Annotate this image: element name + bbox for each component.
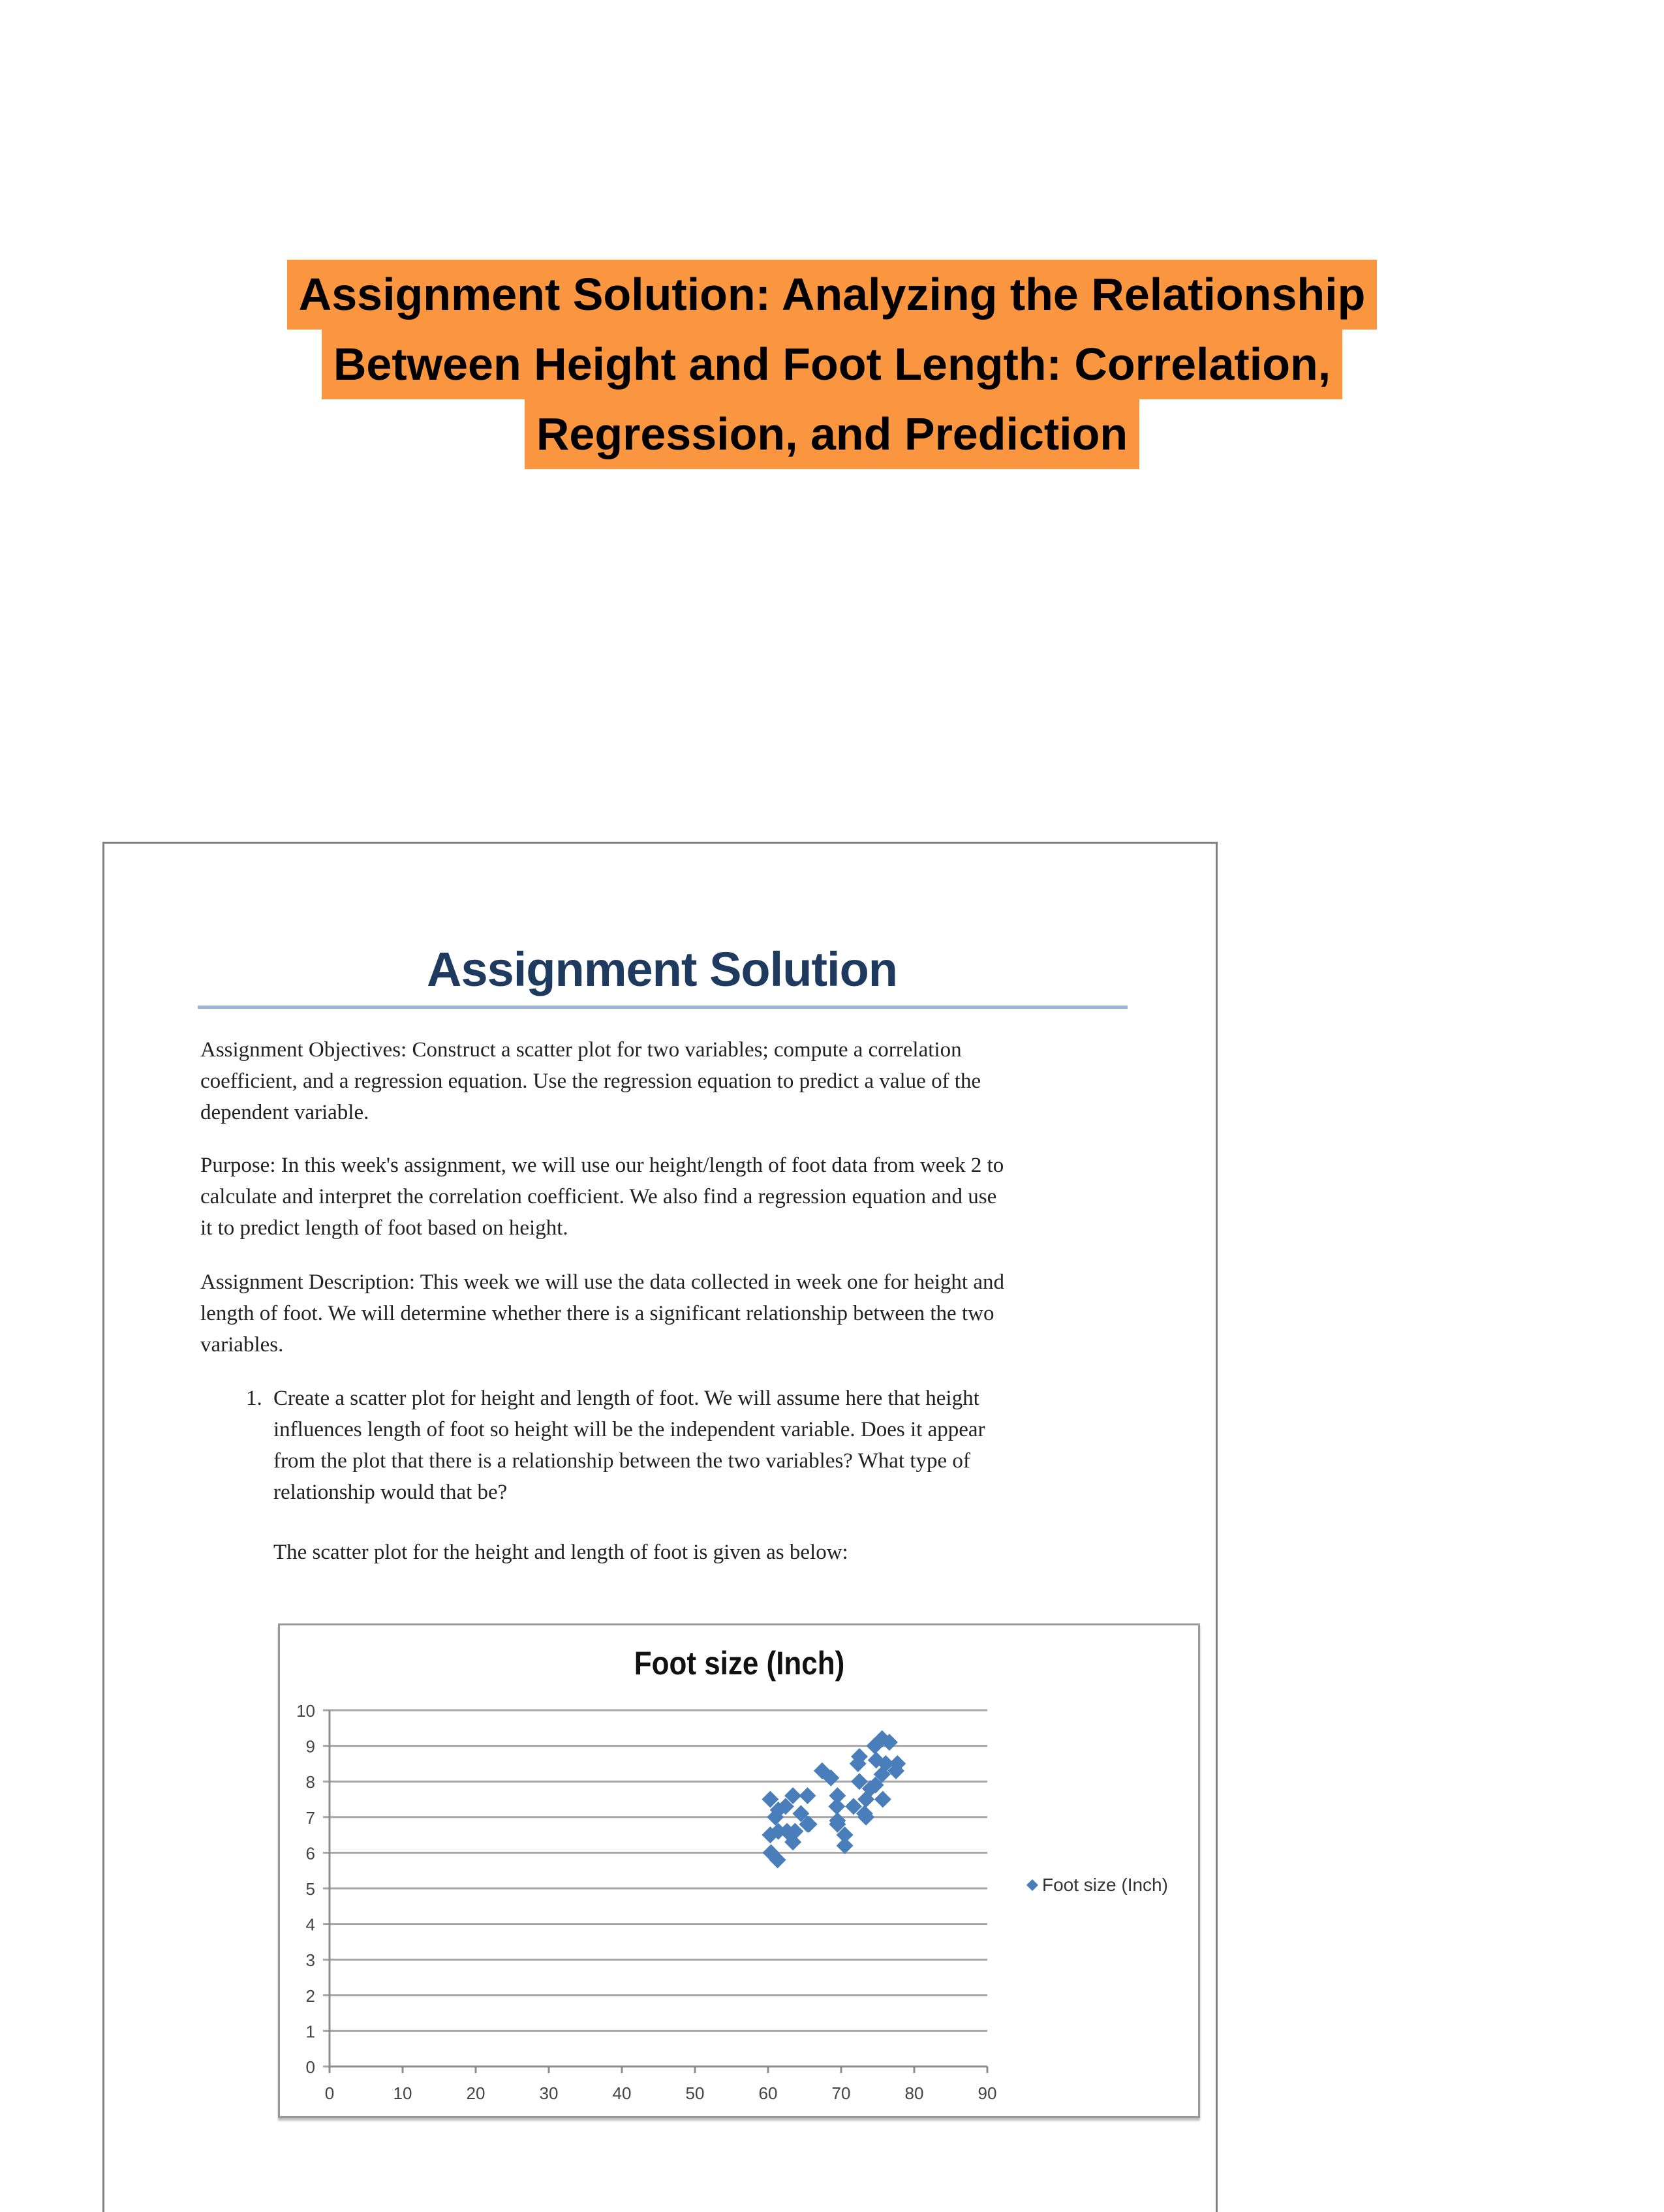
- purpose-line-2: calculate and interpret the correlation coefficient. We also find a regression equation and use: [200, 1185, 997, 1208]
- data-point-diamond-icon: [828, 1798, 845, 1815]
- y-tick-label: 5: [305, 1879, 315, 1899]
- title-line-2: Between Height and Foot Length: Correlation,: [322, 330, 1342, 399]
- list-line-1: Create a scatter plot for height and length of foot. We will assume here that height: [273, 1387, 979, 1410]
- x-tick-label: 60: [758, 2083, 778, 2103]
- title-line-3: Regression, and Prediction: [525, 399, 1139, 469]
- legend-label: Foot size (Inch): [1042, 1875, 1168, 1895]
- y-tick-label: 0: [305, 2057, 315, 2077]
- y-tick-label: 9: [305, 1736, 315, 1757]
- list-line-4: relationship would that be?: [273, 1481, 508, 1504]
- y-tick-label: 4: [305, 1914, 315, 1935]
- scatter-chart-canvas: [280, 1625, 1198, 2116]
- scatter-chart: [278, 1623, 1200, 2118]
- data-points: [762, 1730, 906, 1869]
- scatter-intro-text: The scatter plot for the height and length of foot is given as below:: [273, 1541, 848, 1564]
- objectives-paragraph: [200, 1034, 1147, 1128]
- x-tick-label: 0: [324, 2083, 335, 2103]
- y-tick-label: 7: [305, 1807, 315, 1828]
- description-paragraph: [200, 1267, 1147, 1360]
- x-tick-label: 40: [612, 2083, 632, 2103]
- y-tick-label: 6: [305, 1843, 315, 1864]
- title-line-1: Assignment Solution: Analyzing the Relationship: [287, 260, 1378, 330]
- data-point-diamond-icon: [874, 1791, 891, 1808]
- chart-title: Foot size (Inch): [634, 1644, 845, 1682]
- x-tick-label: 10: [393, 2083, 412, 2103]
- y-tick-label: 2: [305, 1986, 315, 2006]
- data-point-diamond-icon: [837, 1837, 854, 1854]
- x-tick-label: 80: [904, 2083, 924, 2103]
- y-tick-label: 1: [305, 2021, 315, 2042]
- purpose-line-1: Purpose: In this week's assignment, we will use our height/length of foot data from week 2 to: [200, 1154, 1004, 1177]
- list-line-2: influences length of foot so height will be the independent variable. Does it appear: [273, 1418, 985, 1441]
- description-line-3: variables.: [200, 1333, 284, 1357]
- objectives-line-3: dependent variable.: [200, 1101, 369, 1124]
- legend: [1026, 1875, 1168, 1895]
- x-tick-label: 20: [466, 2083, 485, 2103]
- objectives-line-2: coefficient, and a regression equation. Use the regression equation to predict a value of the: [200, 1069, 981, 1093]
- objectives-line-1: Assignment Objectives: Construct a scatter plot for two variables; compute a correlation: [200, 1038, 962, 1062]
- x-tick-label: 90: [978, 2083, 997, 2103]
- y-tick-label: 10: [296, 1701, 315, 1721]
- description-line-2: length of foot. We will determine whether there is a significant relationship between the two: [200, 1302, 994, 1325]
- data-point-diamond-icon: [799, 1787, 816, 1804]
- x-tick-label: 30: [539, 2083, 559, 2103]
- x-tick-label: 50: [685, 2083, 705, 2103]
- x-tick-label: 70: [831, 2083, 851, 2103]
- embedded-document-image: [102, 842, 1218, 2212]
- list-number: 1.: [246, 1387, 262, 1410]
- y-tick-label: 3: [305, 1950, 315, 1971]
- list-text: [273, 1383, 1154, 1508]
- heading-underline: [198, 1006, 1128, 1009]
- list-line-3: from the plot that there is a relationship between the two variables? What type of: [273, 1449, 970, 1473]
- description-line-1: Assignment Description: This week we will use the data collected in week one for height and: [200, 1270, 1004, 1294]
- legend-diamond-icon: [1026, 1879, 1038, 1891]
- purpose-line-3: it to predict length of foot based on height.: [200, 1216, 568, 1240]
- purpose-paragraph: [200, 1150, 1147, 1244]
- page-title: [0, 260, 1664, 469]
- document-heading: Assignment Solution: [427, 942, 897, 996]
- y-tick-label: 8: [305, 1772, 315, 1792]
